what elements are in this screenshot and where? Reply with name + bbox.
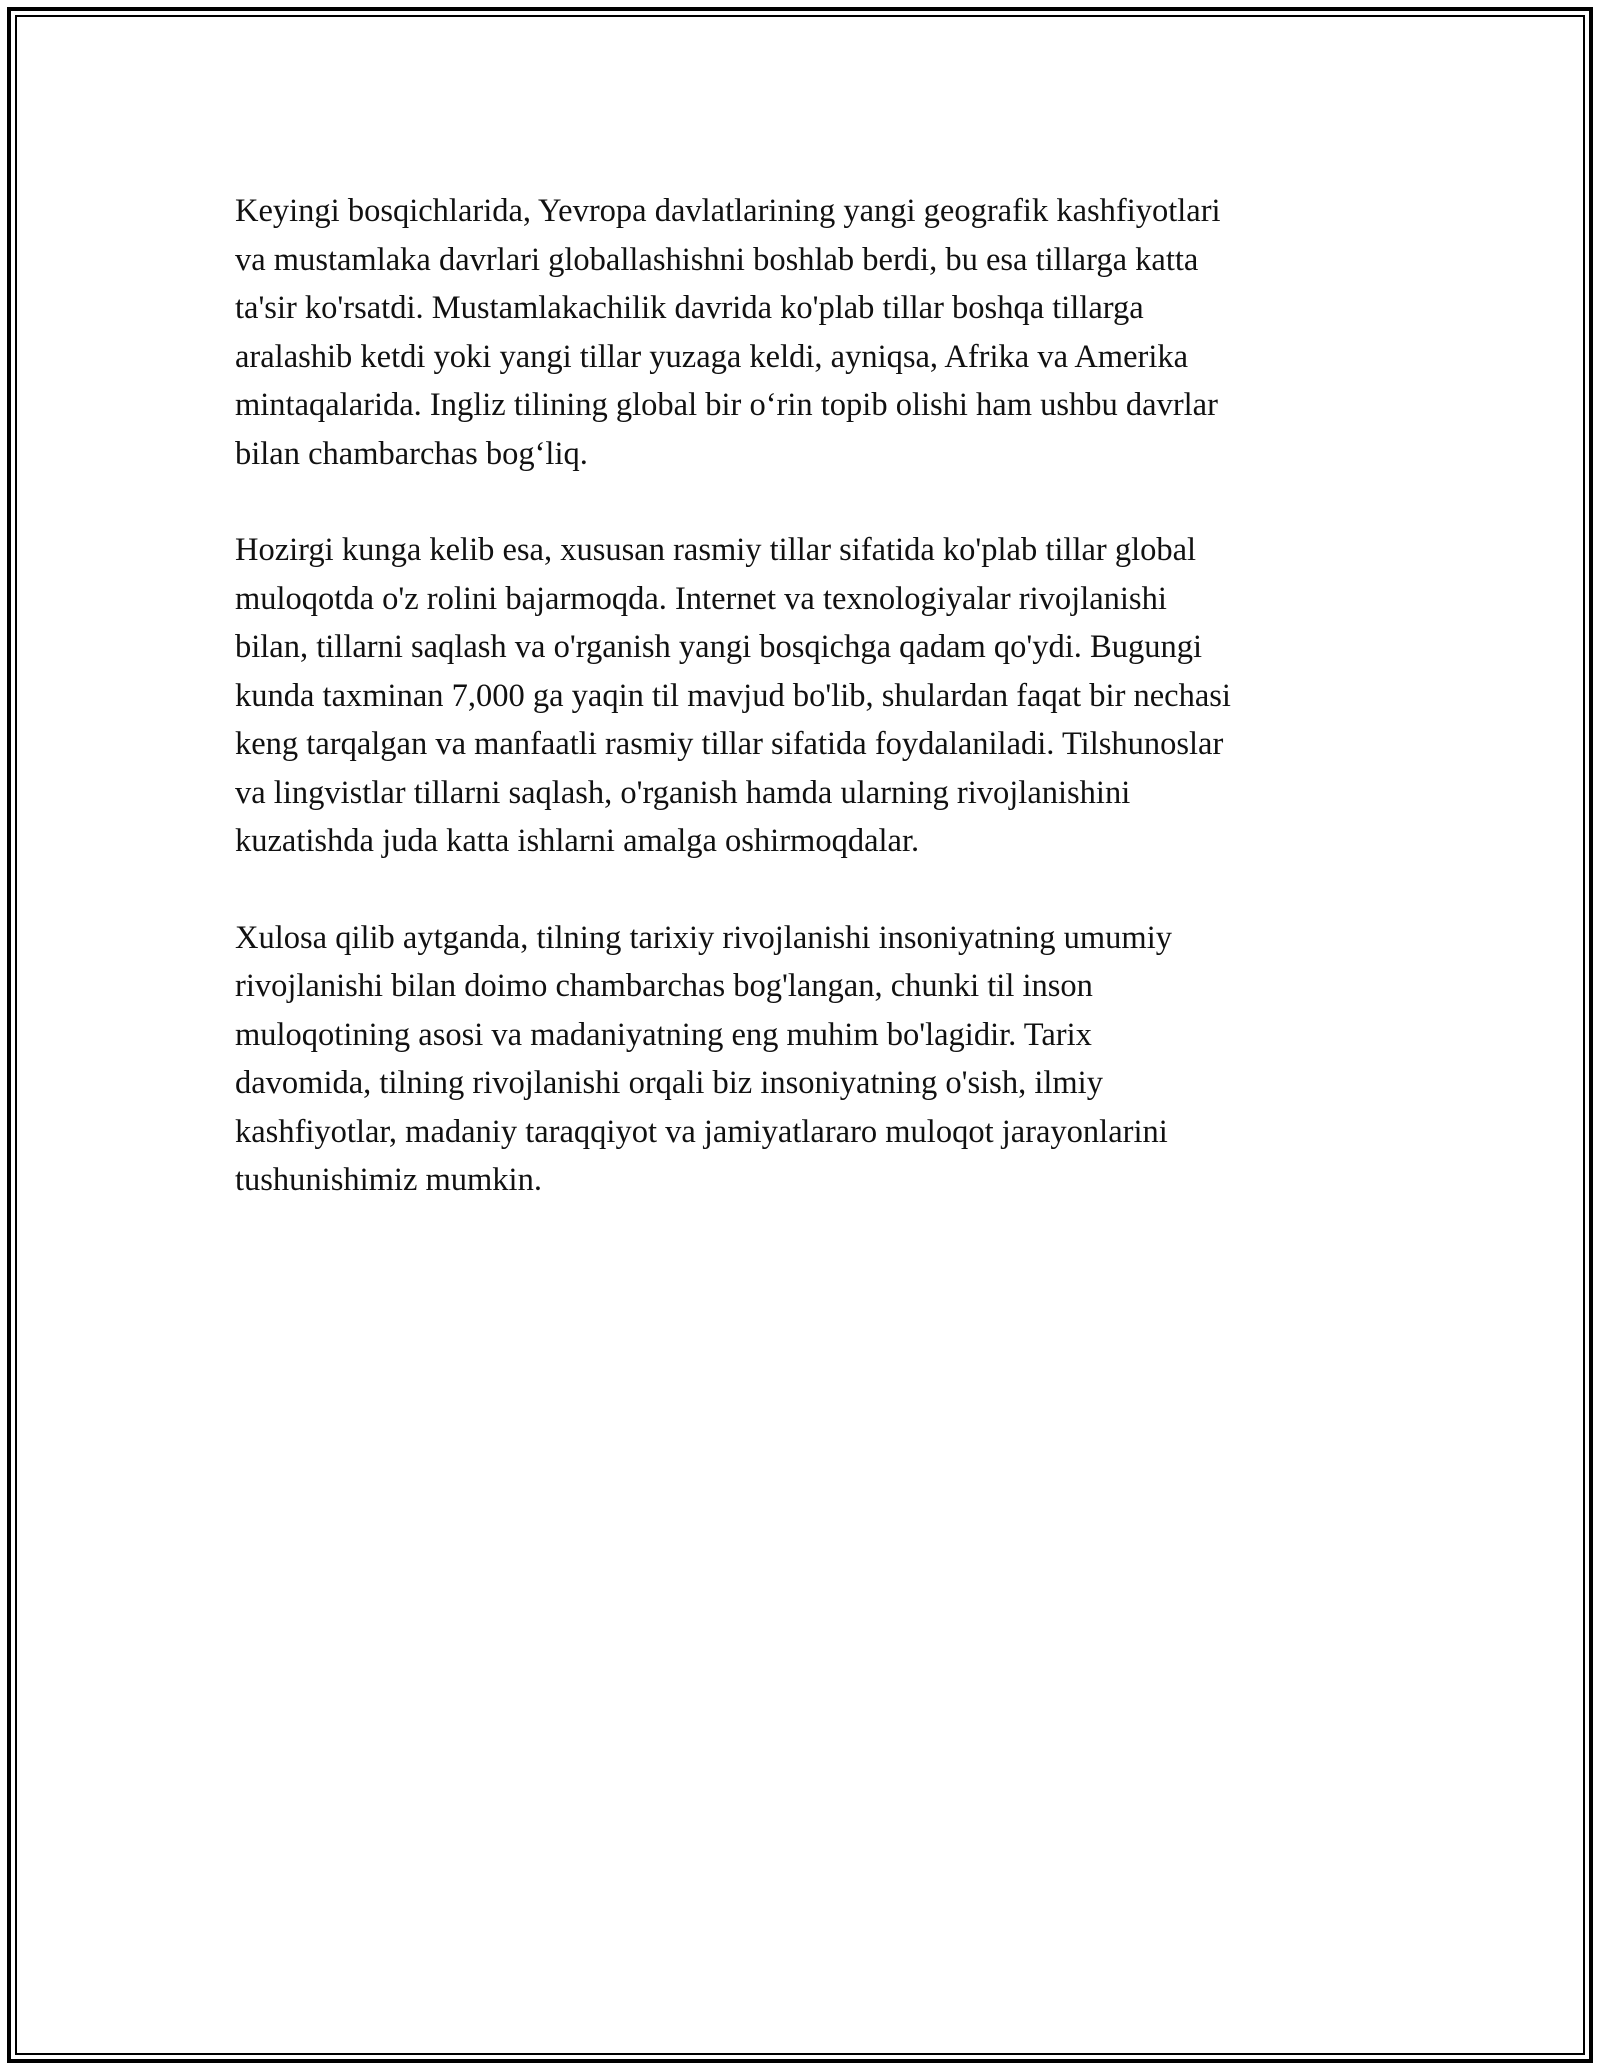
document-body — [235, 187, 1365, 1253]
paragraph-colonial-era: Keyingi bosqichlarida, Yevropa davlatlarining yangi geografik kashfiyotlari va mustamlaka davrlari globallashishni boshlab berdi, bu esa tillarga katta ta'sir ko'rsatdi. Mustamlakachilik davrida ko'plab tillar boshqa tillarga aralashib ketdi yoki yangi tillar yuzaga keldi, ayniqsa, Afrika va Amerika mintaqalarida. Ingliz tilining global bir o‘rin topib olishi ham ushbu davrlar bilan chambarchas bog‘liq. — [235, 193, 1221, 472]
paragraph-conclusion: Xulosa qilib aytganda, tilning tarixiy rivojlanishi insoniyatning umumiy rivojlanishi bilan doimo chambarchas bog'langan, chunki til inson muloqotining asosi va madaniyatning eng muhim bo'lagidir. Tarix davomida, tilning rivojlanishi orqali biz insoniyatning o'sish, ilmiy kashfiyotlar, madaniy taraqqiyot va jamiyatlararo muloqot jarayonlarini tushunishimiz mumkin. — [235, 919, 1172, 1198]
paragraph-modern-day: Hozirgi kunga kelib esa, xususan rasmiy tillar sifatida ko'plab tillar global muloqotda o'z rolini bajarmoqda. Internet va texnologiyalar rivojlanishi bilan, tillarni saqlash va o'rganish yangi bosqichga qadam qo'ydi. Bugungi kunda taxminan 7,000 ga yaqin til mavjud bo'lib, shulardan faqat bir nechasi keng tarqalgan va manfaatli rasmiy tillar sifatida foydalaniladi. Tilshunoslar va lingvistlar tillarni saqlash, o'rganish hamda ularning rivojlanishini kuzatishda juda katta ishlarni amalga oshirmoqdalar. — [235, 532, 1231, 859]
